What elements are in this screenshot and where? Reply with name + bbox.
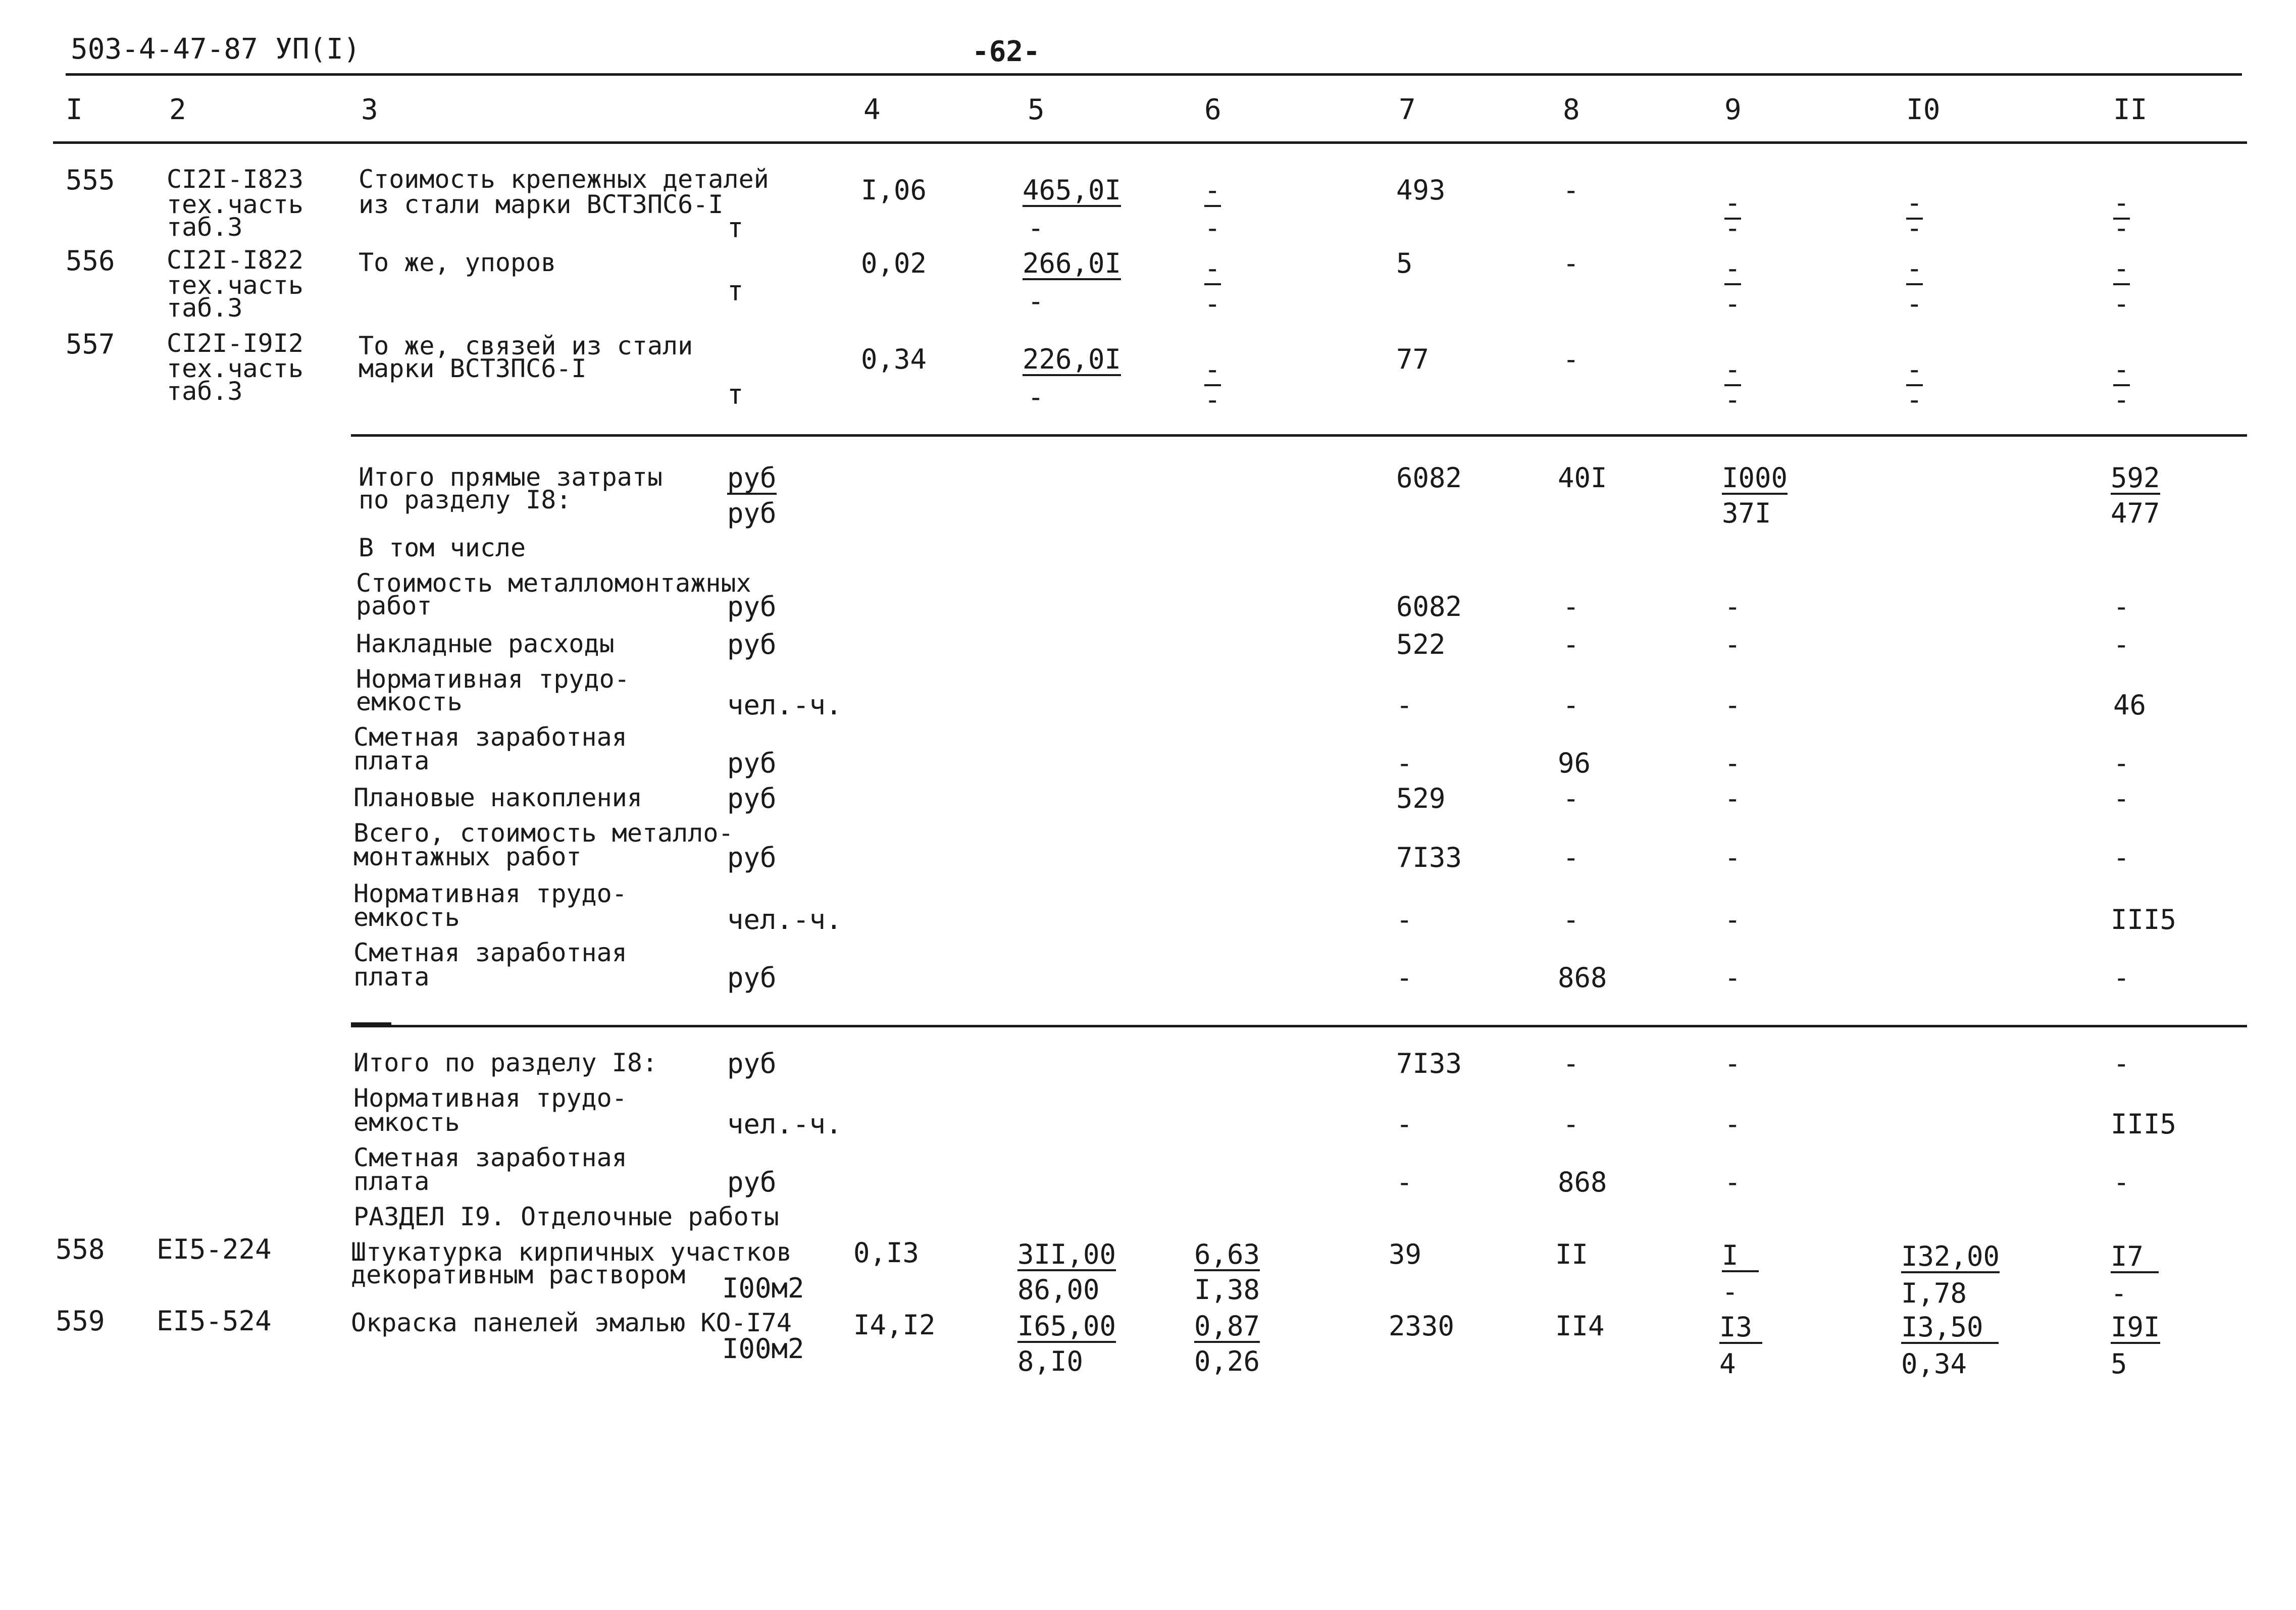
row-col8: II — [1555, 1238, 1589, 1270]
row-code: тех.часть — [167, 354, 303, 383]
summary-item-col11: III5 — [2111, 904, 2177, 936]
row-unit: т — [727, 379, 744, 410]
totals-col7: - — [1396, 1108, 1413, 1140]
totals-col9: - — [1724, 1108, 1741, 1140]
doc-code: 503-4-47-87 — [71, 33, 258, 66]
row-col11-top: - — [2113, 353, 2130, 385]
totals-unit: руб — [727, 1166, 777, 1198]
totals-col7: - — [1396, 1166, 1413, 1198]
summary-item-label: плата — [353, 746, 430, 775]
summary-item-col8: - — [1563, 842, 1579, 873]
direct-costs-col9-top: I000 — [1722, 462, 1788, 494]
row-number: 555 — [66, 164, 115, 196]
row-quantity: 0,34 — [861, 343, 927, 375]
totals-col8: 868 — [1558, 1166, 1607, 1198]
summary-item-col7: 522 — [1396, 629, 1446, 660]
summary-item-label: емкость — [353, 903, 460, 932]
row-description: марки ВСТ3ПС6-I — [359, 354, 587, 383]
row-col11-bottom: - — [2113, 384, 2130, 416]
totals-unit: руб — [727, 1048, 777, 1079]
summary-item-col9: - — [1724, 783, 1741, 814]
summary-item-col9: - — [1724, 591, 1741, 622]
col-header-11: II — [2113, 93, 2148, 126]
row-col11-top: I7 — [2111, 1243, 2159, 1273]
totals-col9: - — [1724, 1166, 1741, 1198]
summary-item-col9: - — [1724, 962, 1741, 994]
row-col5-bottom: - — [1028, 285, 1044, 317]
row-col5-top: 3II,00 — [1017, 1238, 1116, 1270]
row-col9-top: - — [1724, 187, 1741, 219]
direct-costs-label: Итого прямые затраты — [359, 462, 663, 492]
col-header-10: I0 — [1906, 93, 1941, 126]
col-header-7: 7 — [1399, 93, 1416, 126]
row-col5-top: 266,0I — [1023, 247, 1121, 279]
row-description: из стали марки ВСТ3ПС6-I — [359, 190, 724, 219]
row-col6-bottom: - — [1204, 384, 1221, 416]
col-header-2: 2 — [169, 93, 186, 126]
summary-item-col11: - — [2113, 747, 2130, 779]
summary-item-col7: - — [1396, 689, 1413, 721]
row-col9-top: I — [1722, 1242, 1759, 1272]
summary-item-col7: 529 — [1396, 783, 1446, 814]
direct-costs-col11-bottom: 477 — [2111, 497, 2160, 529]
row-col8: II4 — [1555, 1310, 1605, 1342]
totals-label: плата — [353, 1167, 430, 1196]
row-code: EI5-524 — [157, 1305, 272, 1337]
summary-item-col7: - — [1396, 962, 1413, 994]
row-col10-bottom: - — [1906, 288, 1923, 320]
section-19-heading: РАЗДЕЛ I9. Отделочные работы — [353, 1202, 779, 1231]
totals-col8: - — [1563, 1108, 1579, 1140]
summary-item-unit: руб — [727, 842, 777, 873]
column-header-rule — [53, 141, 2247, 144]
row-col5-bottom: 8,I0 — [1017, 1345, 1084, 1377]
row-quantity: 0,02 — [861, 247, 927, 279]
summary-item-unit: руб — [727, 591, 777, 622]
row-code: тех.часть — [167, 190, 303, 219]
summary-item-unit: чел.-ч. — [727, 689, 842, 721]
summary-item-col11: - — [2113, 962, 2130, 994]
row-col11-bottom: - — [2111, 1277, 2127, 1309]
summary-item-col9: - — [1724, 629, 1741, 660]
direct-costs-col11-top: 592 — [2111, 462, 2160, 494]
summary-item-col7: 6082 — [1396, 591, 1462, 622]
summary-item-col11: - — [2113, 842, 2130, 873]
summary-item-label: Стоимость металломонтажных — [356, 568, 751, 598]
summary-item-label: Сметная заработная — [353, 722, 627, 752]
row-code: таб.3 — [167, 377, 243, 406]
row-col9-top: - — [1724, 252, 1741, 284]
totals-col11: - — [2113, 1166, 2130, 1198]
row-col6-top: - — [1204, 353, 1221, 385]
row-unit: I00м2 — [722, 1272, 804, 1304]
summary-item-col11: - — [2113, 783, 2130, 814]
row-col9-bottom: - — [1724, 288, 1741, 320]
direct-costs-col7: 6082 — [1396, 462, 1462, 494]
row-number: 556 — [66, 245, 115, 277]
row-col6-bottom: I,38 — [1194, 1274, 1260, 1306]
summary-item-unit: чел.-ч. — [727, 904, 842, 936]
row-col6-top: - — [1204, 252, 1221, 284]
row-col10-top: I3,50 — [1901, 1314, 1999, 1344]
summary-item-col8: - — [1563, 591, 1579, 622]
row-col5-top: 465,0I — [1023, 174, 1121, 206]
summary-item-label: Сметная заработная — [353, 938, 627, 967]
including-label: В том числе — [359, 533, 526, 562]
row-col9-top: I3 — [1719, 1314, 1762, 1344]
section-rule — [351, 434, 2247, 437]
summary-item-label: плата — [353, 962, 430, 992]
summary-item-col7: - — [1396, 904, 1413, 936]
row-col5-top: I65,00 — [1017, 1310, 1116, 1342]
direct-costs-col9-bottom: 37I — [1722, 497, 1771, 529]
row-col10-top: I32,00 — [1901, 1240, 2000, 1272]
row-col10-top: - — [1906, 252, 1923, 284]
totals-col8: - — [1563, 1048, 1579, 1079]
row-col5-top: 226,0I — [1023, 343, 1121, 375]
summary-item-label: емкость — [356, 687, 463, 716]
summary-item-unit: руб — [727, 629, 777, 660]
totals-col11: III5 — [2111, 1108, 2177, 1140]
row-col10-bottom: I,78 — [1901, 1277, 1967, 1309]
album-code: УП(I) — [275, 33, 361, 66]
totals-unit: чел.-ч. — [727, 1108, 842, 1140]
row-quantity: 0,I3 — [853, 1237, 920, 1269]
row-col10-top: - — [1906, 353, 1923, 385]
row-col9-bottom: - — [1724, 212, 1741, 244]
row-col5-bottom: - — [1028, 212, 1044, 244]
row-description: декоративным раствором — [351, 1260, 686, 1289]
summary-item-unit: руб — [727, 962, 777, 994]
summary-item-col8: 868 — [1558, 962, 1607, 994]
row-number: 557 — [66, 328, 115, 360]
row-code: EI5-224 — [157, 1233, 272, 1265]
row-col6-bottom: - — [1204, 212, 1221, 244]
summary-item-col8: - — [1563, 689, 1579, 721]
row-col11-bottom: - — [2113, 212, 2130, 244]
summary-item-label: Нормативная трудо- — [356, 664, 630, 694]
row-code: таб.3 — [167, 213, 243, 242]
summary-item-unit: руб — [727, 747, 777, 779]
summary-item-label: Нормативная трудо- — [353, 879, 627, 908]
summary-item-col8: - — [1563, 629, 1579, 660]
row-code: таб.3 — [167, 293, 243, 323]
summary-item-col9: - — [1724, 842, 1741, 873]
direct-costs-unit: руб — [727, 497, 777, 529]
row-col7: 5 — [1396, 247, 1413, 279]
row-code: CI2I-I823 — [167, 165, 303, 194]
row-col9-bottom: 4 — [1719, 1348, 1736, 1380]
row-col10-bottom: - — [1906, 384, 1923, 416]
summary-item-col7: 7I33 — [1396, 842, 1462, 873]
row-col8: - — [1563, 174, 1579, 206]
row-code: тех.часть — [167, 271, 303, 300]
row-description: То же, упоров — [359, 248, 556, 277]
page-number: -62- — [972, 35, 1040, 68]
row-description: Окраска панелей эмалью КО-I74 — [351, 1308, 792, 1337]
row-col9-top: - — [1724, 353, 1741, 385]
summary-item-col8: 96 — [1558, 747, 1591, 779]
summary-item-label: Накладные расходы — [356, 629, 615, 658]
row-col11-top: I9I — [2111, 1311, 2160, 1343]
summary-item-label: монтажных работ — [353, 842, 582, 871]
row-number: 559 — [56, 1305, 105, 1337]
totals-label: Итого по разделу I8: — [353, 1048, 658, 1077]
direct-costs-label: по разделу I8: — [359, 485, 572, 514]
row-col10-bottom: - — [1906, 212, 1923, 244]
totals-label: емкость — [353, 1108, 460, 1137]
row-col11-top: - — [2113, 252, 2130, 284]
totals-col9: - — [1724, 1048, 1741, 1079]
row-description: То же, связей из стали — [359, 331, 693, 360]
summary-item-col9: - — [1724, 747, 1741, 779]
totals-col11: - — [2113, 1048, 2130, 1079]
row-unit: т — [727, 275, 744, 307]
col-header-5: 5 — [1028, 93, 1045, 126]
direct-costs-unit: руб — [727, 462, 777, 494]
summary-item-label: Всего, стоимость металло- — [353, 818, 734, 848]
direct-costs-col8: 40I — [1558, 462, 1607, 494]
row-col9-bottom: - — [1722, 1276, 1739, 1308]
row-col6-bottom: 0,26 — [1194, 1345, 1260, 1377]
row-description: Штукатурка кирпичных участков — [351, 1237, 792, 1267]
col-header-3: 3 — [361, 93, 378, 126]
row-col7: 2330 — [1389, 1310, 1455, 1342]
summary-item-label: Плановые накопления — [353, 783, 642, 812]
totals-label: Сметная заработная — [353, 1143, 627, 1172]
row-col6-top: 0,87 — [1194, 1310, 1260, 1342]
summary-item-col11: 46 — [2113, 689, 2147, 721]
row-col11-bottom: 5 — [2111, 1348, 2127, 1380]
col-header-6: 6 — [1204, 93, 1221, 126]
row-description: Стоимость крепежных деталей — [359, 165, 769, 194]
row-quantity: I,06 — [861, 174, 927, 206]
row-number: 558 — [56, 1233, 105, 1265]
row-col6-top: - — [1204, 174, 1221, 206]
col-header-4: 4 — [863, 93, 881, 126]
row-col9-bottom: - — [1724, 384, 1741, 416]
summary-item-col9: - — [1724, 689, 1741, 721]
col-header-8: 8 — [1563, 93, 1580, 126]
summary-item-unit: руб — [727, 783, 777, 814]
summary-item-col9: - — [1724, 904, 1741, 936]
row-col7: 77 — [1396, 343, 1430, 375]
row-code: CI2I-I822 — [167, 245, 303, 275]
row-col5-bottom: - — [1028, 381, 1044, 413]
summary-item-col8: - — [1563, 783, 1579, 814]
header-rule — [66, 73, 2242, 76]
row-col8: - — [1563, 247, 1579, 279]
summary-item-col7: - — [1396, 747, 1413, 779]
summary-item-col11: - — [2113, 629, 2130, 660]
row-unit: т — [727, 212, 744, 244]
totals-label: Нормативная трудо- — [353, 1083, 627, 1113]
row-col6-top: 6,63 — [1194, 1238, 1260, 1270]
row-col11-bottom: - — [2113, 288, 2130, 320]
summary-item-col8: - — [1563, 904, 1579, 936]
row-code: CI2I-I9I2 — [167, 329, 303, 358]
row-quantity: I4,I2 — [853, 1309, 936, 1341]
row-col10-bottom: 0,34 — [1901, 1348, 1967, 1380]
row-col7: 493 — [1396, 174, 1446, 206]
col-header-9: 9 — [1724, 93, 1742, 126]
col-header-1: I — [66, 93, 83, 126]
summary-item-label: работ — [356, 591, 432, 620]
row-col8: - — [1563, 343, 1579, 375]
row-col6-bottom: - — [1204, 288, 1221, 320]
row-col5-bottom: 86,00 — [1017, 1274, 1100, 1306]
totals-rule — [351, 1025, 2247, 1027]
row-col10-top: - — [1906, 187, 1923, 219]
summary-item-col11: - — [2113, 591, 2130, 622]
row-col7: 39 — [1389, 1238, 1422, 1270]
row-col11-top: - — [2113, 187, 2130, 219]
row-unit: I00м2 — [722, 1333, 804, 1365]
totals-col7: 7I33 — [1396, 1048, 1462, 1079]
